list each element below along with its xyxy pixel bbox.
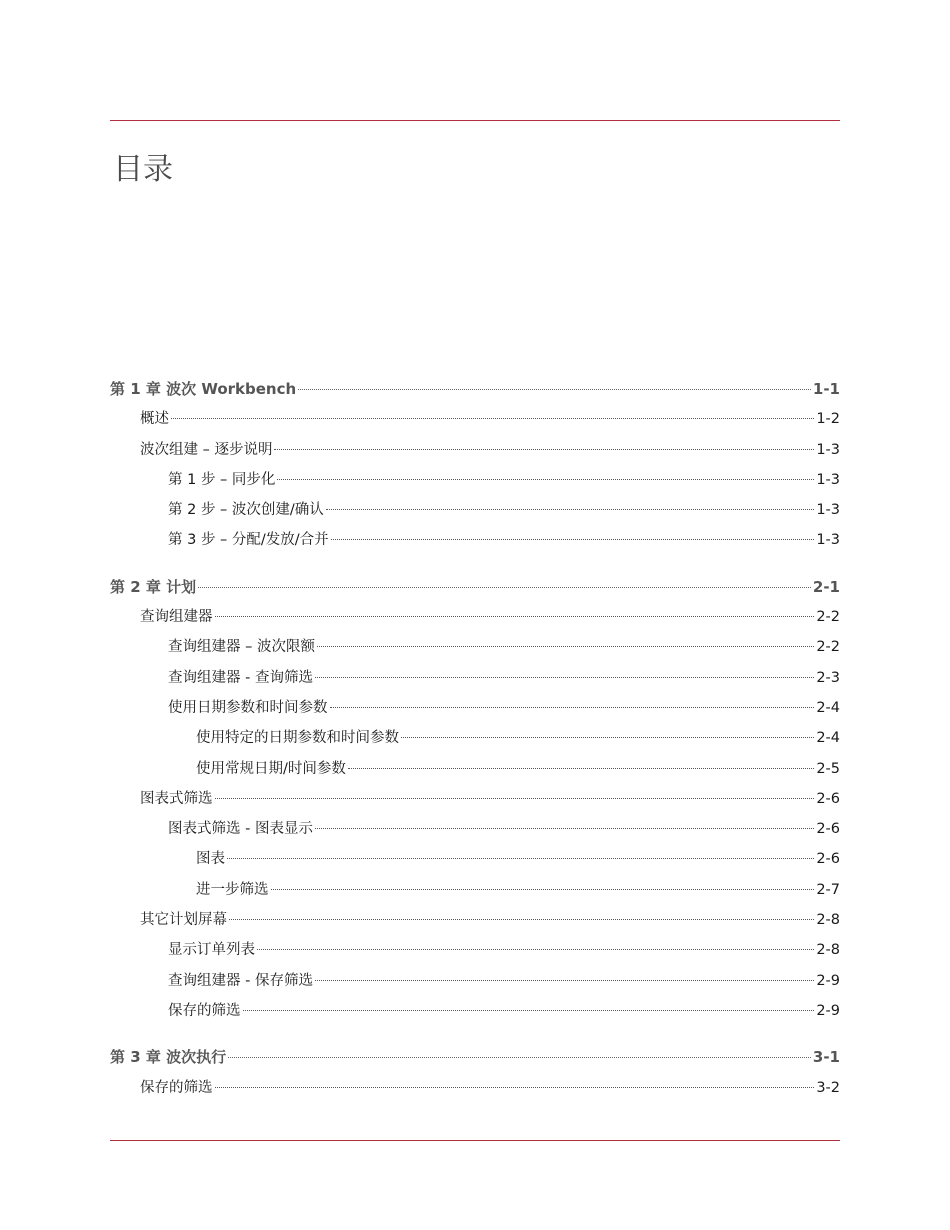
toc-entry-label: 使用日期参数和时间参数 (168, 699, 328, 716)
toc-entry-page-number: 2-6 (816, 851, 840, 868)
dot-leader (315, 677, 814, 678)
toc-entry-label: 进一步筛选 (196, 881, 269, 898)
toc-entry-page-number: 2-9 (816, 1002, 840, 1019)
toc-entry-label: 查询组建器 - 查询筛选 (168, 669, 313, 686)
toc-entry[interactable] (110, 996, 840, 1026)
toc-entry[interactable] (110, 693, 840, 723)
footer-rule (110, 1140, 840, 1141)
toc-entry-page-number: 2-8 (816, 942, 840, 959)
dot-leader (348, 768, 814, 769)
toc-entry[interactable] (110, 465, 840, 495)
toc-entry-page-number: 2-9 (816, 972, 840, 989)
toc-entry[interactable] (110, 404, 840, 434)
toc-entry-page-number: 2-6 (816, 821, 840, 838)
toc-entry[interactable] (110, 966, 840, 996)
dot-leader (227, 858, 814, 859)
toc-entry[interactable] (110, 632, 840, 662)
toc-entry[interactable] (110, 844, 840, 874)
toc-entry-label: 使用常规日期/时间参数 (196, 760, 346, 777)
toc-entry-page-number: 2-3 (816, 669, 840, 686)
toc-entry-page-number: 2-2 (816, 639, 840, 656)
dot-leader (401, 737, 814, 738)
toc-entry-label: 第 1 章 波次 Workbench (110, 380, 297, 398)
toc-entry-label: 查询组建器 – 波次限额 (168, 639, 315, 656)
toc-chapter-entry[interactable] (110, 1042, 840, 1072)
toc-entry-page-number: 3-1 (812, 1048, 840, 1067)
dot-leader (229, 919, 814, 920)
toc-entry-page-number: 1-3 (816, 502, 840, 519)
dot-leader (315, 828, 814, 829)
toc-entry-label: 第 3 步 – 分配/发放/合并 (168, 532, 329, 549)
toc-entry[interactable] (110, 754, 840, 784)
toc-entry-page-number: 3-2 (816, 1079, 840, 1096)
dot-leader (257, 949, 814, 950)
toc-entry-label: 第 3 章 波次执行 (110, 1048, 227, 1067)
toc-entry-label: 保存的筛选 (140, 1079, 213, 1096)
dot-leader (271, 889, 815, 890)
dot-leader (277, 479, 814, 480)
toc-entry-label: 保存的筛选 (168, 1002, 241, 1019)
toc-entry-page-number: 2-2 (816, 609, 840, 626)
toc-entry-label: 查询组建器 - 保存筛选 (168, 972, 313, 989)
toc-entry[interactable] (110, 435, 840, 465)
toc-entry[interactable] (110, 935, 840, 965)
toc-entry-label: 图表式筛选 - 图表显示 (168, 821, 313, 838)
toc-entry-label: 第 2 章 计划 (110, 577, 197, 596)
dot-leader (326, 509, 815, 510)
toc-entry-label: 显示订单列表 (168, 942, 255, 959)
dot-leader (215, 616, 815, 617)
toc-entry-label: 第 2 步 – 波次创建/确认 (168, 502, 324, 519)
dot-leader (298, 389, 811, 390)
toc-entry[interactable] (110, 723, 840, 753)
toc-chapter-entry[interactable] (110, 572, 840, 602)
toc-entry-page-number: 2-4 (816, 699, 840, 716)
dot-leader (274, 449, 814, 450)
header-rule (110, 120, 840, 121)
dot-leader (228, 1057, 811, 1058)
dot-leader (215, 1087, 815, 1088)
toc-entry-label: 图表 (196, 851, 225, 868)
toc-entry-page-number: 2-5 (816, 760, 840, 777)
toc-chapter-entry[interactable] (110, 374, 840, 404)
toc-entry[interactable] (110, 663, 840, 693)
toc-entry[interactable] (110, 784, 840, 814)
toc-entry-label: 使用特定的日期参数和时间参数 (196, 730, 399, 747)
toc-entry-page-number: 2-6 (816, 790, 840, 807)
toc-entry-page-number: 1-1 (812, 380, 840, 398)
dot-leader (331, 539, 815, 540)
dot-leader (330, 707, 815, 708)
toc-entry-label: 图表式筛选 (140, 790, 213, 807)
toc-entry[interactable] (110, 814, 840, 844)
toc-entry-page-number: 1-3 (816, 441, 840, 458)
toc-entry[interactable] (110, 905, 840, 935)
dot-leader (243, 1010, 815, 1011)
toc-entry-label: 波次组建 – 逐步说明 (140, 441, 273, 458)
toc-entry-page-number: 2-1 (812, 577, 840, 596)
toc-entry[interactable] (110, 495, 840, 525)
page-title: 目录 (113, 152, 173, 187)
toc-entry-label: 其它计划屏幕 (140, 912, 227, 929)
dot-leader (315, 980, 814, 981)
toc-entry-page-number: 1-2 (816, 411, 840, 428)
dot-leader (198, 587, 811, 588)
toc-entry-label: 第 1 步 – 同步化 (168, 471, 276, 488)
dot-leader (171, 418, 814, 419)
dot-leader (317, 646, 814, 647)
dot-leader (215, 798, 815, 799)
toc-entry-page-number: 1-3 (816, 532, 840, 549)
toc-entry[interactable] (110, 602, 840, 632)
toc-entry-page-number: 1-3 (816, 471, 840, 488)
toc-entry[interactable] (110, 525, 840, 555)
toc-entry-label: 查询组建器 (140, 609, 213, 626)
toc-entry-label: 概述 (140, 411, 169, 428)
toc-entry-page-number: 2-8 (816, 912, 840, 929)
table-of-contents (110, 374, 840, 1103)
toc-entry-page-number: 2-7 (816, 881, 840, 898)
toc-entry[interactable] (110, 875, 840, 905)
toc-entry-page-number: 2-4 (816, 730, 840, 747)
toc-entry[interactable] (110, 1073, 840, 1103)
